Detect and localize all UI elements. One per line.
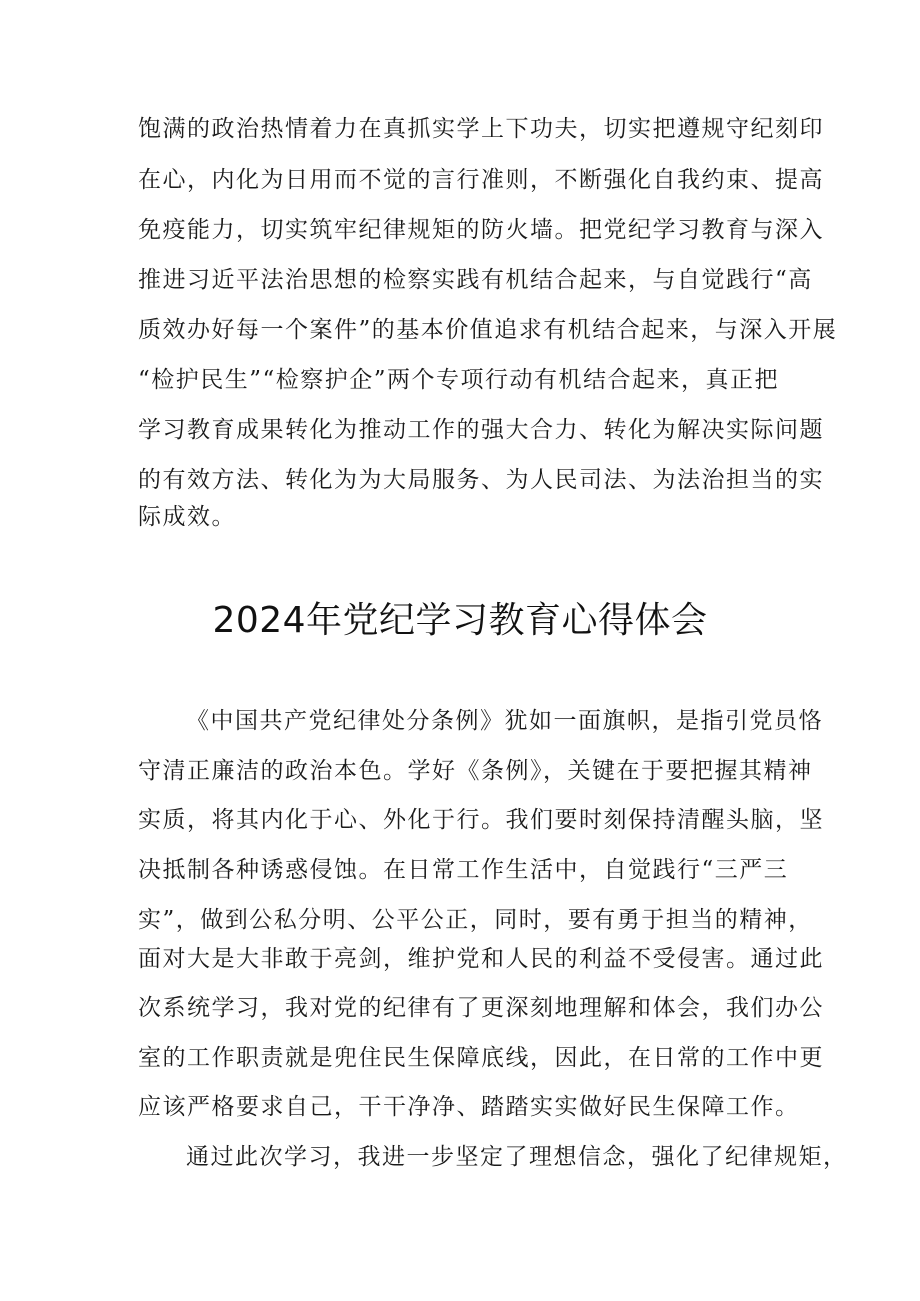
paragraph-line: 《中国共产党纪律处分条例》犹如一面旗帜，是指引党员恪 <box>186 708 823 734</box>
paragraph-line: 饱满的政治热情着力在真抓实学上下功夫，切实把遵规守纪刻印 <box>138 116 824 142</box>
paragraph-line: 次系统学习，我对党的纪律有了更深刻地理解和体会，我们办公 <box>138 995 824 1021</box>
document-title: 2024年党纪学习教育心得体会 <box>212 600 708 641</box>
paragraph-line: 守清正廉洁的政治本色。学好《条例》，关键在于要把握其精神 <box>138 758 813 784</box>
paragraph-line: 室的工作职责就是兜住民生保障底线，因此，在日常的工作中更 <box>138 1045 824 1071</box>
paragraph-line: “检护民生”“检察护企”两个专项行动有机结合起来，真正把 <box>138 367 780 393</box>
paragraph-line: 际成效。 <box>138 504 236 530</box>
paragraph-line: 面对大是大非敢于亮剑，维护党和人民的利益不受侵害。通过此 <box>138 946 824 972</box>
paragraph-line: 实”，做到公私分明、公平公正，同时，要有勇于担当的精神， <box>138 907 813 933</box>
paragraph-line: 免疫能力，切实筑牢纪律规矩的防火墙。把党纪学习教育与深入 <box>138 217 824 243</box>
paragraph-line: 在心，内化为日用而不觉的言行准则，不断强化自我约束、提高 <box>138 167 824 193</box>
paragraph-line: 学习教育成果转化为推动工作的强大合力、转化为解决实际问题 <box>138 417 824 443</box>
paragraph-line: 推进习近平法治思想的检察实践有机结合起来，与自觉践行“高 <box>138 267 813 293</box>
paragraph-line: 通过此次学习，我进一步坚定了理想信念，强化了纪律规矩， <box>186 1144 848 1170</box>
paragraph-line: 实质，将其内化于心、外化于行。我们要时刻保持清醒头脑，坚 <box>138 807 824 833</box>
paragraph-line: 质效办好每一个案件”的基本价值追求有机结合起来，与深入开展 <box>138 317 838 343</box>
paragraph-line: 的有效方法、转化为为大局服务、为人民司法、为法治担当的实 <box>138 467 824 493</box>
paragraph-line: 决抵制各种诱惑侵蚀。在日常工作生活中，自觉践行“三严三 <box>138 857 789 883</box>
paragraph-line: 应该严格要求自己，干干净净、踏踏实实做好民生保障工作。 <box>138 1094 800 1120</box>
